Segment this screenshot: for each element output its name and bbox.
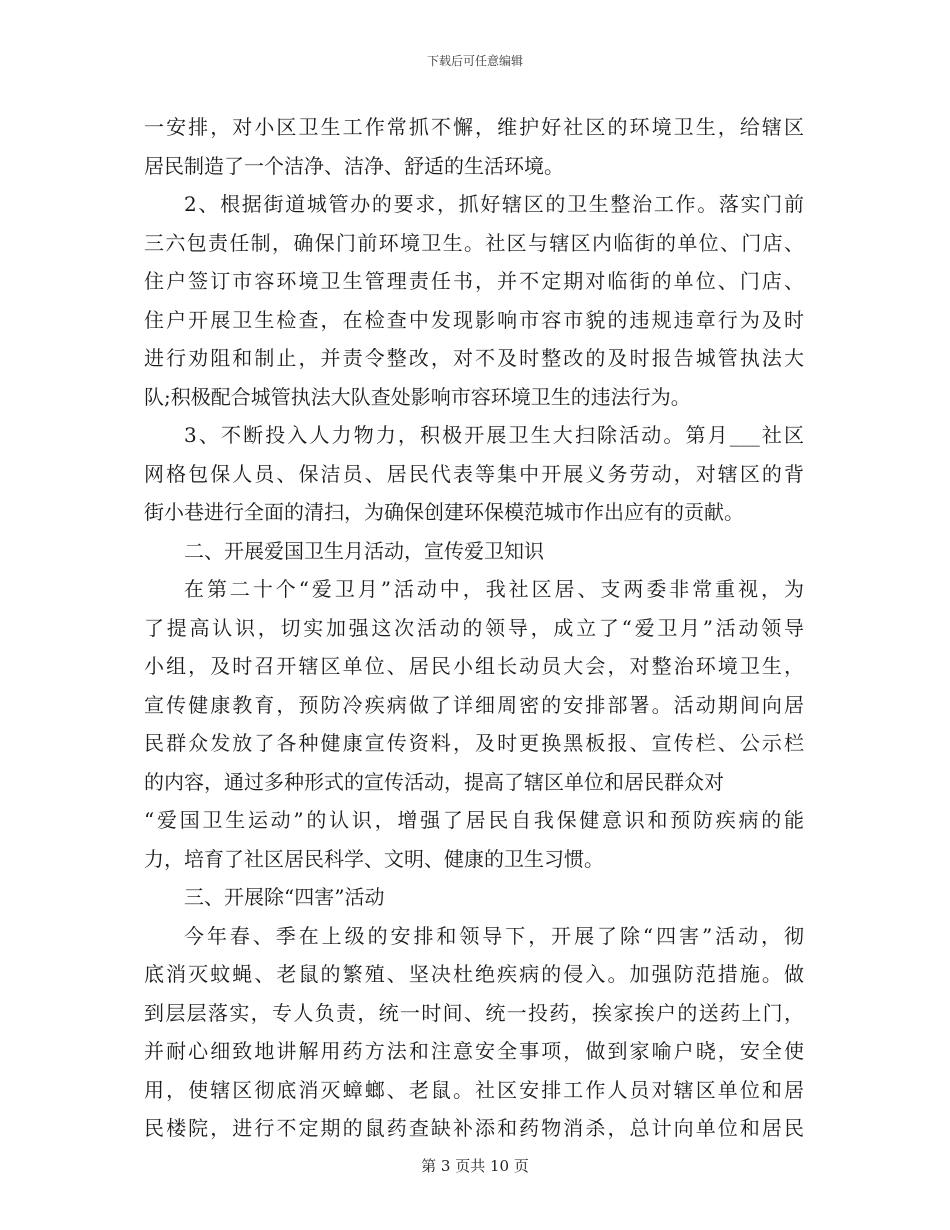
text-line: 队;积极配合城管执法大队查处影响市容环境卫生的违法行为。 — [144, 384, 691, 409]
text-line: 力，培育了社区居民科学、文明、健康的卫生习惯。 — [144, 846, 604, 871]
text-line: 小组，及时召开辖区单位、居民小组长动员大会，对整治环境卫生， — [144, 654, 804, 678]
text-line: 住户签订市容环境卫生管理责任书，并不定期对临街的单位、门店、 — [144, 269, 804, 293]
text-line: 宣传健康教育，预防冷疾病做了详细周密的安排部署。活动期间向居 — [144, 692, 804, 717]
text-line: 一安排，对小区卫生工作常抓不懈，维护好社区的环境卫生，给辖区 — [144, 115, 804, 139]
text-line: 底消灭蚊蝇、老鼠的繁殖、坚决杜绝疾病的侵入。加强防范措施。做 — [144, 962, 804, 986]
text-line: 街小巷进行全面的清扫，为确保创建环保模范城市作出应有的贡献。 — [144, 500, 744, 524]
text-line: 3、不断投入人力物力，积极开展卫生大扫除活动。第月___社区 — [184, 423, 804, 447]
page-header: 下载后可任意编辑 — [426, 54, 523, 68]
text-line: 到层层落实，专人负责，统一时间、统一投药，挨家挨户的送药上门， — [144, 1000, 804, 1025]
text-line: 用，使辖区彻底消灭蟑螂、老鼠。社区安排工作人员对辖区单位和居 — [144, 1077, 804, 1102]
text-line: 在第二十个“爱卫月”活动中，我社区居、支两委非常重视，为 — [184, 577, 804, 601]
text-line: 了提高认识，切实加强这次活动的领导，成立了“爱卫月”活动领导 — [144, 615, 804, 640]
page-footer: 第 3 页共 10 页 — [421, 1157, 529, 1175]
document-body — [144, 108, 804, 1148]
text-line: 民楼院，进行不定期的鼠药查缺补添和药物消杀，总计向单位和居民 — [144, 1116, 804, 1140]
text-line: 2、根据街道城管办的要求，抓好辖区的卫生整治工作。落实门前 — [184, 192, 804, 216]
text-line: 三六包责任制，确保门前环境卫生。社区与辖区内临街的单位、门店、 — [144, 230, 804, 255]
section-heading: 二、开展爱国卫生月活动，宣传爱卫知识 — [184, 538, 544, 563]
text-line: 住户开展卫生检查，在检查中发现影响市容市貌的违规违章行为及时 — [144, 307, 804, 332]
text-line: 民群众发放了各种健康宣传资料，及时更换黑板报、宣传栏、公示栏 — [144, 731, 804, 755]
section-heading: 三、开展除“四害”活动 — [184, 885, 385, 909]
text-line: 进行劝阻和制止，并责令整改，对不及时整改的及时报告城管执法大 — [144, 346, 804, 370]
text-line: 居民制造了一个洁净、洁净、舒适的生活环境。 — [144, 153, 564, 178]
text-line: 的内容，通过多种形式的宣传活动，提高了辖区单位和居民群众对 — [144, 769, 724, 794]
text-line: 并耐心细致地讲解用药方法和注意安全事项，做到家喻户晓，安全使 — [144, 1039, 804, 1063]
text-line: 网格包保人员、保洁员、居民代表等集中开展义务劳动，对辖区的背 — [144, 461, 804, 486]
text-line: 今年春、季在上级的安排和领导下，开展了除“四害”活动，彻 — [184, 923, 804, 948]
text-line: “爱国卫生运动”的认识，增强了居民自我保健意识和预防疾病的能 — [144, 808, 804, 832]
